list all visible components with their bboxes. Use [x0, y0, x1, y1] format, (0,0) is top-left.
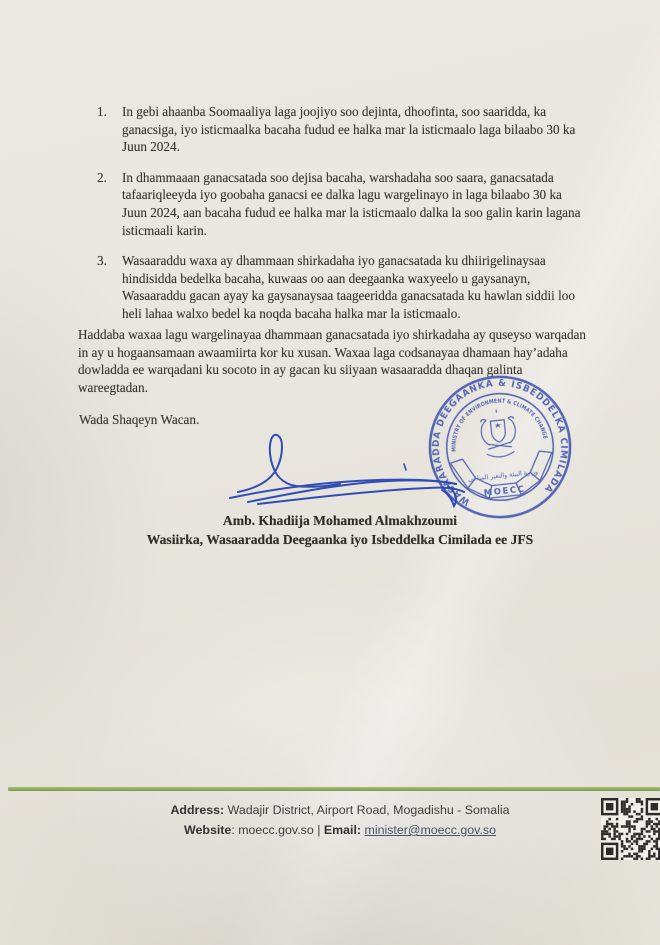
stamp-outer-ring-text: WASAARADDA DEEGAANKA & ISBEDDELKA CIMILADA: [430, 377, 570, 508]
list-item-text: Wasaaraddu waxa ay dhammaan shirkadaha iyo ganacsatada ku dhiirigelinaysaa hindisidda bedelka bacaha, kuwaas oo aan deegaanka waxyeelo u gaysanayn, Wasaaraddu gacan ayay ka gaysanaysaa taageeridda ganacsatada ku hawlan siddii loo heli lahaa walxo bedel ka noqda bacaha halka mar la isticmaalo.: [122, 253, 575, 321]
signature-stroke: [248, 480, 456, 502]
qr-code-icon: [601, 798, 660, 860]
qr-code: [601, 798, 660, 860]
directives-list: [78, 103, 584, 323]
footer-web-email-line: Website: moecc.gov.so | Email: minister@moecc.gov.so: [184, 823, 496, 837]
footer-address-line: [30, 800, 650, 820]
directives-list-block: [78, 103, 584, 336]
footer-separator: |: [317, 823, 321, 837]
website-label: Website: [184, 823, 232, 837]
signature-stroke: [258, 488, 464, 504]
stamp-acronym: MOECC: [483, 483, 526, 498]
footer-divider-rule: [8, 787, 660, 791]
email-label: Email:: [323, 823, 362, 837]
website-value: moecc.gov.so: [238, 823, 314, 837]
stamp-arabic-text: وزارة البيئة والتغير المناخي: [467, 468, 539, 484]
coat-of-arms-icon: [479, 408, 518, 459]
signatory-block: [0, 511, 660, 549]
list-item-text: In gebi ahaanba Soomaaliya laga joojiyo soo dejinta, dhoofinta, soo saaridda, ka ganacsiga, iyo isticmaalka bacaha fudud ee halka mar la isticmaalo laga bilaabo 30 ka Juun 2024.: [122, 104, 576, 155]
star-icon: [495, 423, 502, 429]
list-item-number: 2.: [97, 169, 107, 185]
closing-paragraph: Haddaba waxaa lagu wargelinayaa dhammaan ganacsatada iyo shirkadaha ay quseyso warqadan in ay u hogaansamaan awaamiirta kor ku xusan. Waxaa laga codsanayaa dhamaan hay’adaha dowladda ee warqadani ku socoto in ay gacan ku siiyaan wasaaradda dhaqan galinta wareegtadan.: [78, 327, 586, 395]
signature-apostrophe: [404, 464, 406, 470]
signatory-name: Amb. Khadiija Mohamed Almakhzoumi: [222, 513, 458, 528]
email-link[interactable]: minister@moecc.gov.so: [364, 823, 496, 837]
signatory-title: Wasiirka, Wasaaradda Deegaanka iyo Isbeddelka Cimilada ee JFS: [146, 532, 534, 547]
footer-contact-block: [30, 800, 650, 840]
stamp-inner-ring-text: MINISTRY OF ENVIRONMENT & CLIMATE CHANGE: [451, 398, 548, 452]
list-item: [78, 169, 584, 239]
list-item: [78, 103, 584, 156]
list-item-number: 1.: [97, 104, 107, 119]
address-label: Address:: [170, 803, 225, 817]
list-item-number: 3.: [97, 253, 107, 269]
address-value: Wadajir District, Airport Road, Mogadishu - Somalia: [227, 803, 510, 817]
list-item-text: In dhammaaan ganacsatada soo dejisa bacaha, warshadaha soo saara, ganacsatada tafaariqleeyda iyo goobaha ganacsi ee dalka lagu wargelinayo in laga bilaabo 30 ka Juun 2024, aan bacaha fudud ee halka mar la isticmaalo dalka la soo galin karin lagana isticmaali karin.: [122, 169, 581, 238]
signature-ink-icon: [228, 428, 468, 508]
farewell-text: Wada Shaqeyn Wacan.: [79, 412, 200, 428]
list-item: [78, 252, 584, 322]
